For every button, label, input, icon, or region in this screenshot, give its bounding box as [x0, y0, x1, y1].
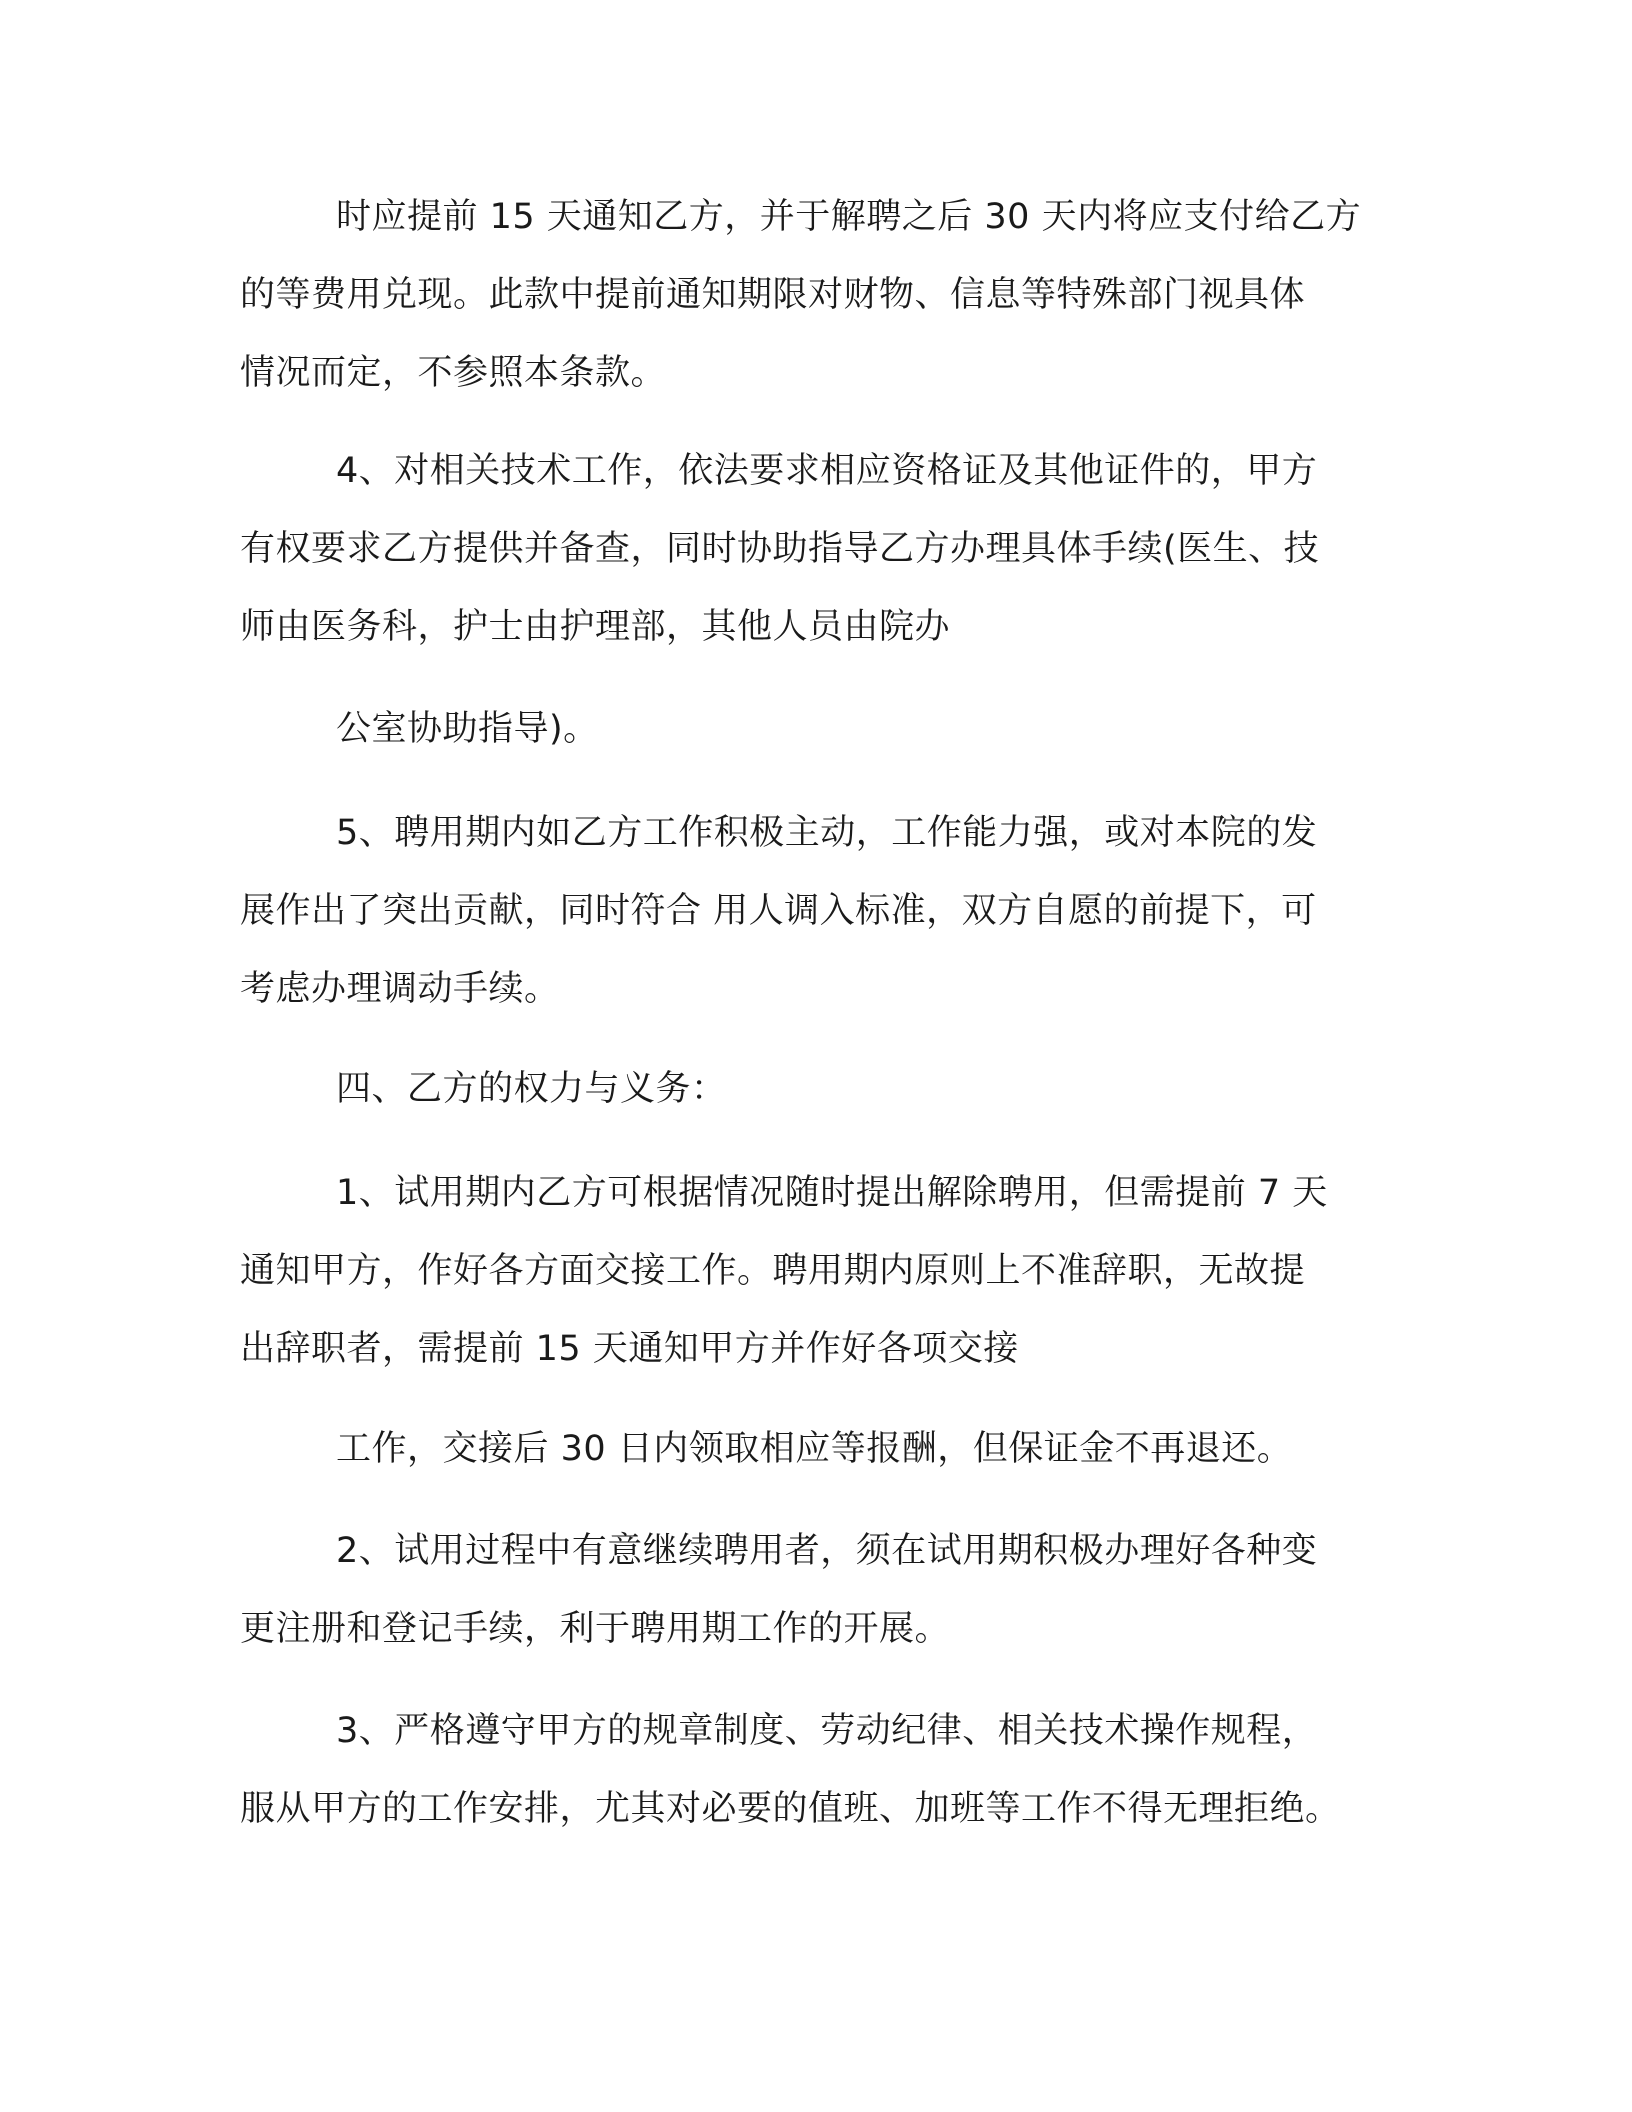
- text-line: 公室协助指导)。: [336, 709, 599, 749]
- text-line: 4、对相关技术工作，依法要求相应资格证及其他证件的，甲方: [336, 451, 1318, 491]
- text-line: 展作出了突出贡献，同时符合 用人调入标准，双方自愿的前提下，可: [240, 891, 1317, 931]
- text-line: 5、聘用期内如乙方工作积极主动，工作能力强，或对本院的发: [336, 813, 1318, 853]
- paragraph-item-4-continued: [240, 690, 1400, 768]
- text-line: 有权要求乙方提供并备查，同时协助指导乙方办理具体手续(医生、技: [240, 529, 1320, 569]
- text-line: 的等费用兑现。此款中提前通知期限对财物、信息等特殊部门视具体: [240, 275, 1306, 315]
- text-line: 通知甲方，作好各方面交接工作。聘用期内原则上不准辞职，无故提: [240, 1251, 1306, 1291]
- section-heading: 四、乙方的权力与义务：: [336, 1069, 727, 1109]
- text-line: 情况而定，不参照本条款。: [240, 353, 667, 393]
- text-line: 3、严格遵守甲方的规章制度、劳动纪律、相关技术操作规程，: [336, 1711, 1318, 1751]
- text-line: 服从甲方的工作安排，尤其对必要的值班、加班等工作不得无理拒绝。: [240, 1789, 1341, 1829]
- text-line: 考虑办理调动手续。: [240, 969, 560, 1009]
- paragraph-b-item-3: [240, 1692, 1400, 1848]
- text-line: 出辞职者，需提前 15 天通知甲方并作好各项交接: [240, 1329, 1019, 1369]
- paragraph-b-item-1: [240, 1154, 1400, 1388]
- text-line: 时应提前 15 天通知乙方，并于解聘之后 30 天内将应支付给乙方: [336, 197, 1362, 237]
- paragraph-item-4: [240, 432, 1400, 666]
- text-line: 师由医务科，护士由护理部，其他人员由院办: [240, 607, 951, 647]
- paragraph-item-5: [240, 794, 1400, 1028]
- text-line: 更注册和登记手续，利于聘用期工作的开展。: [240, 1609, 951, 1649]
- text-line: 1、试用期内乙方可根据情况随时提出解除聘用，但需提前 7 天: [336, 1173, 1328, 1213]
- section-heading-party-b-rights: [240, 1050, 1400, 1128]
- paragraph-b-item-1-continued: [240, 1410, 1400, 1488]
- paragraph-notice-period: [240, 178, 1400, 412]
- text-line: 工作，交接后 30 日内领取相应等报酬，但保证金不再退还。: [336, 1429, 1293, 1469]
- text-line: 2、试用过程中有意继续聘用者，须在试用期积极办理好各种变: [336, 1531, 1318, 1571]
- paragraph-b-item-2: [240, 1512, 1400, 1668]
